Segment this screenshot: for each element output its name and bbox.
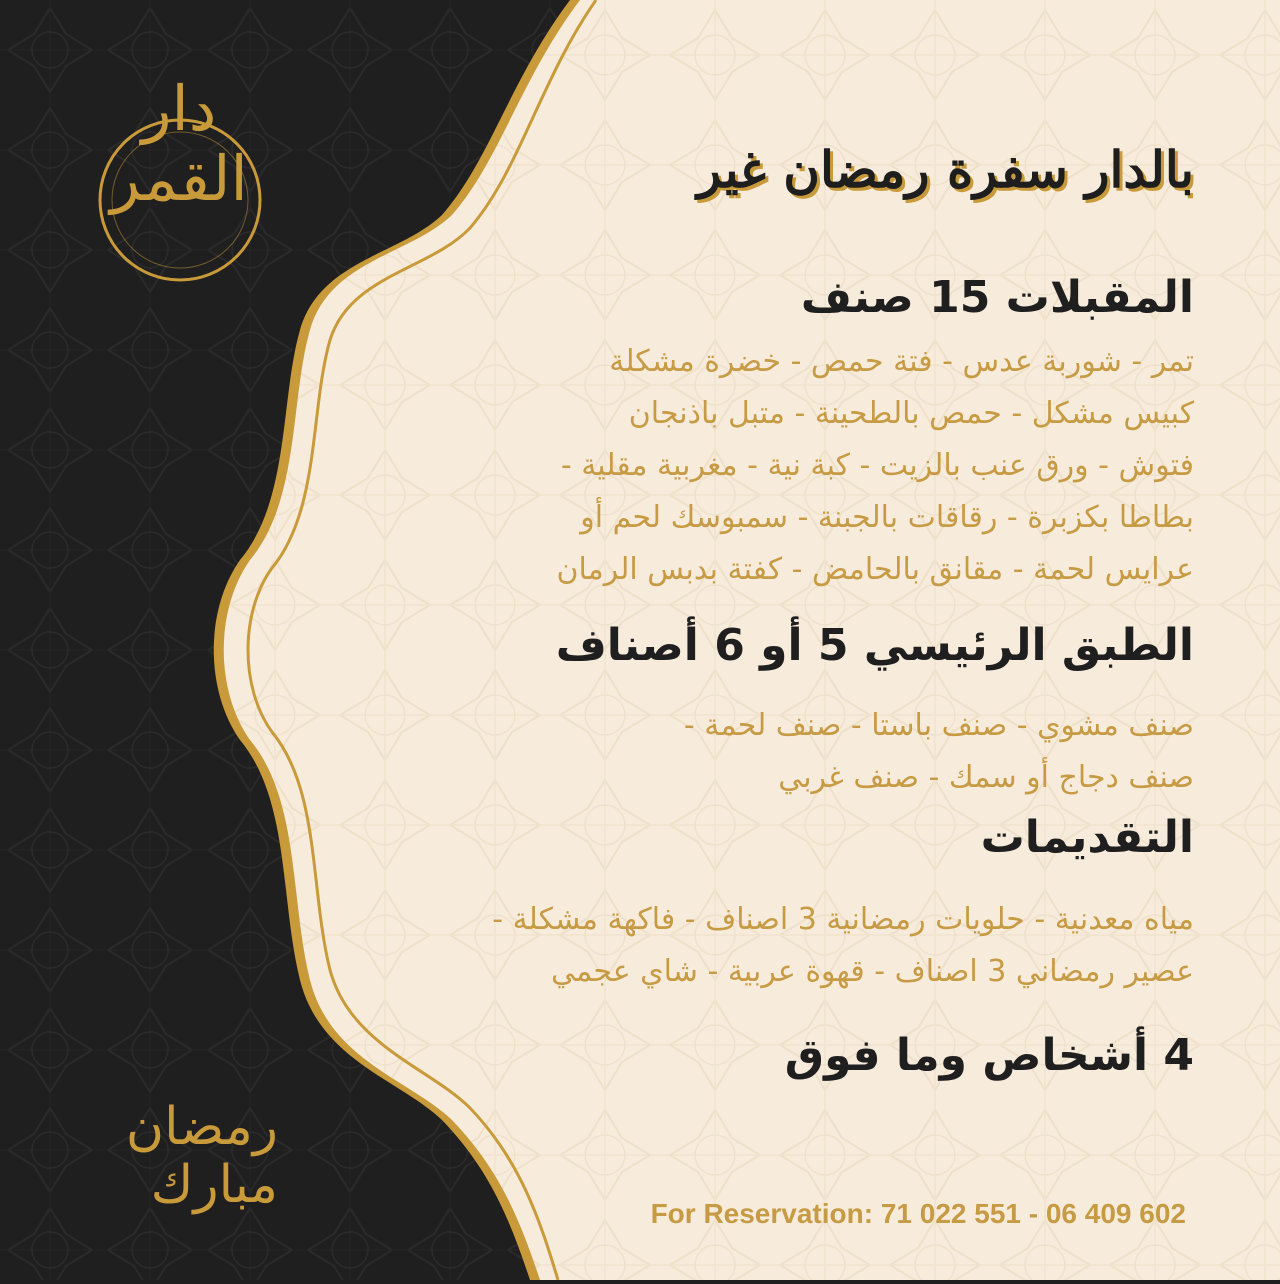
list-item: صنف مشوي - صنف باستا - صنف لحمة - (683, 708, 1194, 743)
list-item: بطاطا بكزبرة - رقاقات بالجبنة - سمبوسك لحم أو (580, 500, 1194, 535)
section-heading-main-course: الطبق الرئيسي 5 أو 6 أصناف (555, 620, 1194, 671)
list-item: مياه معدنية - حلويات رمضانية 3 اصناف - فاكهة مشكلة - (492, 902, 1194, 937)
section-lines-appetizers (556, 336, 1194, 596)
list-item: فتوش - ورق عنب بالزيت - كبة نية - مغربية مقلية - (560, 448, 1194, 483)
list-item: صنف دجاج أو سمك - صنف غربي (778, 760, 1194, 795)
ramadan-line-2: مبارك (150, 1155, 278, 1215)
list-item: كبيس مشكل - حمص بالطحينة - متبل باذنجان (628, 396, 1194, 431)
page-title: بالدار سفرة رمضان غير (697, 140, 1194, 199)
logo: دار القمر (110, 72, 248, 215)
section-heading-appetizers: المقبلات 15 صنف (800, 272, 1194, 323)
section-heading-servings: التقديمات (980, 812, 1194, 863)
reservation-phone: For Reservation: 71 022 551 - 06 409 602 (650, 1198, 1186, 1229)
list-item: تمر - شوربة عدس - فتة حمص - خضرة مشكلة (609, 344, 1194, 379)
ramadan-line-1: رمضان (125, 1097, 278, 1157)
list-item: عصير رمضاني 3 اصناف - قهوة عربية - شاي عجمي (551, 954, 1194, 989)
section-lines-servings (492, 894, 1194, 998)
persons-note: 4 أشخاص وما فوق (784, 1030, 1194, 1081)
list-item: عرايس لحمة - مقانق بالحامض - كفتة بدبس الرمان (556, 552, 1194, 587)
section-lines-main-course (684, 700, 1194, 804)
